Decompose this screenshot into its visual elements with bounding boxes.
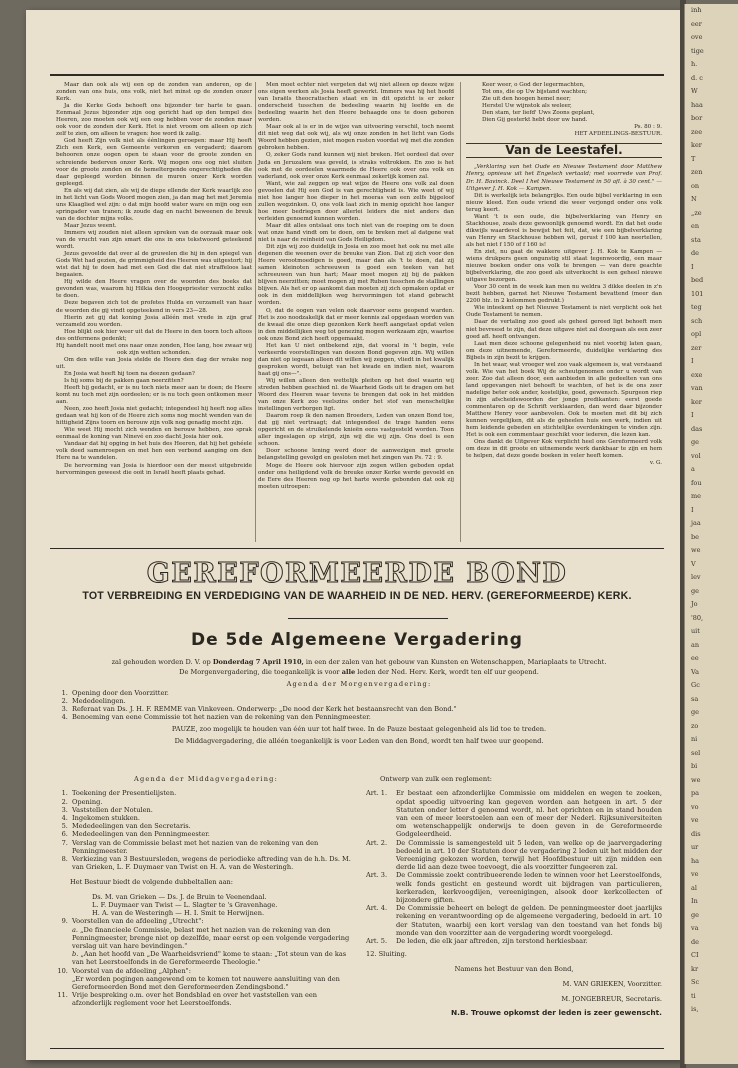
adjacent-page-fragment: ve xyxy=(691,870,699,878)
proposal-b: b. „Aan het hoofd van „De Waarheidsvriend" kome te staan: „Tot steun van de kas van het Leerstoelfonds in de Gereformeerde Theologie." xyxy=(72,950,347,967)
adjacent-page-fragment: Jo xyxy=(691,600,698,608)
verse-line: Den stam, ter liefd' Uws Zoons geplant, xyxy=(482,110,595,117)
adjacent-page-fragment: de xyxy=(691,249,700,257)
adjacent-page-fragment: bed xyxy=(691,276,704,284)
adjacent-page-fragment: I xyxy=(691,262,694,271)
article-paragraph: Ja die Kerke Gods behoeft ons bijzonder ter harte te gaan. Eenmaal Jezus bijzonder zijn oog gericht had op den tempel des Heeren, zoo moeten ook wij een oog hebben voor de zonden maar ook voor de zonden der Kerk. Het is niet vroom om alleen op zich zelf te zien, om alleen te vragen: hoe word ik zalig. xyxy=(56,103,252,138)
adjacent-page-fragment: bi xyxy=(691,762,698,770)
article-paragraph: En als wij dat zien, als wij de diepe ellende der Kerk waarlijk zoo in het licht van Gods Woord mogen zien, ja dan mag het met Jeremia uns Klaaglied wel zijn: o dat mijn hoofd water ware en mijn oog een springader van tranen; ik zoude dag en nacht beweenen de breuk van de dochter mijns volks. xyxy=(56,187,252,222)
adjacent-page-fragment: kr xyxy=(691,964,699,973)
morning-agenda-heading: Agenda der Morgenvergadering: xyxy=(286,680,432,689)
adjacent-page-fragment: zo xyxy=(691,721,699,730)
article-paragraph: Vandaar dat hij opging in het huis des Heeren, dat hij het gehéele volk deed samenroepen en met hen een verbond aanging om den Here na te wandelen. xyxy=(56,441,252,462)
signer-chairman: M. VAN GRIEKEN, Voorzitter. xyxy=(562,979,662,988)
closing-item-text: Sluiting. xyxy=(378,950,407,959)
verse-line: Herstel Uw wijnstok als weleer, xyxy=(482,103,572,110)
adjacent-page-fragment: fou xyxy=(691,478,702,487)
signer-secretary: M. JONGEBREUR, Secretaris. xyxy=(561,994,662,1003)
afternoon-agenda-list-continued xyxy=(56,917,356,1007)
adjacent-page-fragment: das xyxy=(691,424,703,433)
article-text: De Commissie zoekt contribueerende leden te winnen voor het Leerstoelfonds, welk fonds gesticht en gesteund wordt uit bijdragen van particulieren, kerkeraden, kerkvoogdijen, vereenigingen, alsook door kerkcollecten of bijzondere giften. xyxy=(396,871,662,905)
adjacent-page-fragment: we xyxy=(691,775,701,784)
intro-pre: zal gehouden worden D. V. op xyxy=(111,658,213,666)
article-paragraph: Heeft hij gedacht, er is nu toch niets meer aan te doen; de Heere komt nu toch met zijn oordeelen; er is nu toch geen ontkomen meer aan. xyxy=(56,385,252,406)
article-label: Art. 2. xyxy=(366,838,388,847)
adjacent-page-fragment: zer xyxy=(691,343,702,352)
adjacent-page-fragment: ge xyxy=(691,586,700,595)
adjacent-page-fragment: ti xyxy=(691,991,696,1000)
article-paragraph: Neen, zoo heeft Josia niet gedacht; integendeel hij heeft nog alles gedaan wat hij kon of de Heere zich soms nog mocht wenden van de hittigheid Zijns toorn en berouw zijn volk nog genadig mocht zijn. xyxy=(56,406,252,427)
adjacent-page-fragment: Sc xyxy=(691,978,700,986)
article-paragraph: Maar Jezus weent. xyxy=(64,222,117,229)
article-paragraph: Want, wie zal zeggen op wat wijze de Heere ons volk zal doen gevoelen dat Hij een God is van gerechtigheid is. Wie weet of wij niet hoe langer hoe dieper in het moeras van een zelfs bijgeloof zullen wegzinken. O, ons volk laat zich in menig opzicht hoe langer hoe meer bedriegen door allerlei leiders die niet anders dan verleiden genoemd kunnen worden. xyxy=(258,180,454,222)
verse-line: Dien Gij gesterkt hebt door uw hand. xyxy=(482,117,588,124)
adjacent-page-fragment: va xyxy=(691,924,699,932)
morning-note-bold: alle xyxy=(341,668,356,677)
article-row xyxy=(366,839,662,872)
adjacent-page-fragment: sa xyxy=(691,694,699,703)
leestafel-header-box xyxy=(466,143,662,158)
adjacent-page-fragment: CI xyxy=(691,951,699,959)
verse-line: Zie uit den hoogen hemel neer; xyxy=(482,96,571,103)
adjacent-page-fragment: 101 xyxy=(691,289,704,298)
article-paragraph: Laat men deze schoone gelegenheid nu niet voorbij laten gaan, om deze uitnemende, Gereformeerde, duidelijke verklaring des Bijbels in zijn bezit te krijgen. xyxy=(466,340,662,361)
adjacent-page-fragment: en xyxy=(691,222,700,230)
article-paragraph: Hoe blijkt ook hier weer uit dat de Heere in den toorn toch altoos des ontfermens gedenkt; xyxy=(56,328,252,342)
adjacent-page-fragment: de xyxy=(691,937,700,946)
adjacent-page-fragment: sta xyxy=(691,235,701,244)
ontwerp-heading: Ontwerp van zulk een reglement: xyxy=(380,774,492,783)
article-paragraph: En ziet, nu gaat de wakkere uitgever J. H. Kok te Kampen — wiens drukpers geen ongunstig stil staat tegenwoordig, een maar nieuwe boeken onder ons volk te brengen — van dere geachte bijbelverklaring, die zoo goed als uitverkocht is een geheel nieuwe uitgave bezorgen. xyxy=(466,248,662,284)
afternoon-agenda-list xyxy=(56,789,356,871)
column-divider xyxy=(255,82,256,542)
intro-post: in een der zalen van het gebouw van Kunsten en Wetenschappen, Mariaplaats te Utrecht. xyxy=(303,658,607,666)
adjacent-page-fragment: ove xyxy=(691,33,703,41)
article-paragraph: In het waar, wat vroeger wel zoo vaak algemeen is, wat verstaand volk. Wie van het boek Wij de scheutgenomen onder u wordt van zeer. Zoo dat alleen door, een aanbieden in alle gedeelten van ons land opgevangen niet behoeft te wachten, of het is de ons zeer nadelige beter ook ander, kostelijke, goed, gewensch. Spurgeon riep in zijn afscheidswoorden der jonge predikanten: eerst goede commentaren op de Schrift verklaarden, dan werd daar bijzonder Matthew Henry voor aanbevolen. Ook te moeten met dit bij zich kunnen vergelijken, dit als de geheelen huis een werk, indien uit hem leidende gebeden en stichtelijke overdenkingen te vinden zijn. Het is ook een commentaar geschikt voor iederen, die lezen kan. xyxy=(466,361,662,439)
article-label: Art. 3. xyxy=(366,871,388,880)
psalm-reference: Ps. 80 : 9. xyxy=(634,124,662,131)
adjacent-page-fragment: h. xyxy=(691,60,698,68)
article-label: Art. 4. xyxy=(366,904,388,913)
adjacent-page-fragment: zen xyxy=(691,168,703,176)
column-divider xyxy=(460,82,461,542)
article-paragraph: Hierin zet gij dat koning Josia alléén met vrede in zijn graf verzameld zou worden. xyxy=(56,314,252,328)
article-text: Er bestaat een afzonderlijke Commissie om middelen en wegen te zoeken, opdat spoedig uitvoering kan gegeven worden aan hetgeen in art. 5 der Statuten onder letter d genoemd wordt, nl. het oprichten en in stand houden van een of meer leerstoelen aan een of meer der Nederl. Rijksuniversiteiten om wetenschappelijk onderwijs te doen geven in de Gereformeerde Godgeleerdheid. xyxy=(396,789,662,839)
article-text: De Commissie is samengesteld uit 5 leden, van welke op de jaarvergadering bedoeld in art. 10 der Statuten door de vergadering 2 leden uit het midden der Vereeniging gekozen worden, terwijl het Hoofdbestuur uit zijn midden een derde lid aan deze twee toevoegt, die als voorzitter fungeeren zal. xyxy=(396,838,662,872)
adjacent-page-fragment: N xyxy=(691,195,697,203)
article-paragraph: Daarom roep ik den namen Broeders, Leden van onzen Bond toe, dat gij niet vertraagt; dat integendeel de trage handen eens opgericht en de struikelende knieën eens vastgesteld worden. Toon aller ingeslagen op strijd, zijn wij die wij zijn. Ons doel is een schoon. xyxy=(258,413,454,448)
adjacent-page-fragment: me xyxy=(691,492,702,500)
agenda-item: 7. Verslag van de Commissie belast met het nazien van de rekening van den Penningmeester. xyxy=(70,839,356,855)
adjacent-page-fragment: vo xyxy=(691,802,699,811)
adjacent-page-fragment: sel xyxy=(691,748,701,757)
adjacent-page-fragment: ee xyxy=(691,654,699,662)
adjacent-page-fragment: ur xyxy=(691,843,699,851)
newspaper-page xyxy=(26,10,682,1060)
morning-note-pre: De Morgenvergadering, die toegankelijk is voor xyxy=(179,668,342,677)
psalm-verse xyxy=(466,82,662,124)
article-paragraph: Maar dit alles ontslaat ons toch niet van de roeping om te doen wat onze hand vindt om te doen, om te breken met al datgene wat niet is naar de reinheid van Gods Heiligdom. xyxy=(258,222,454,244)
adjacent-page-fragment: haa xyxy=(691,100,703,109)
dubbeltal-line: Ds. M. van Grieken — Ds. J. de Bruin te Veenendaal. xyxy=(92,892,267,901)
leestafel-signature: v. G. xyxy=(649,460,662,467)
morning-agenda-list xyxy=(56,689,662,722)
adjacent-page-fragment: Va xyxy=(691,667,699,676)
article-paragraph: Daar de vertaling zoo goed als geheel gereed ligt behoeft men niet bevreesd te zijn, dat deze uitgave niet zal doorgaan als een zeer goed afl. heeft ontvangen. xyxy=(466,319,662,340)
adjacent-page-fragment: V xyxy=(691,559,696,568)
adjacent-page-fragment: ha xyxy=(691,856,700,865)
adjacent-page-fragment: dis xyxy=(691,829,701,838)
column-2 xyxy=(258,82,454,491)
adjacent-page-fragment: a xyxy=(691,465,695,473)
article-paragraph: Wij willen alleen den wettelijk pleiten op het doel waarin wij streden hebben geschied nl. de Waarheid Gods uit te dragen om het Woord des Heeren waar tevens te brengen dat ook in het midden van onze Kerk zoo veelszins onder het stof van menschelijke instellingen verborgen ligt. xyxy=(258,377,454,413)
dubbeltal-line: H. A. van de Westeringh — H. I. Smit te Herwijnen. xyxy=(92,909,265,918)
section-rule xyxy=(50,548,664,549)
morning-note-post: leden der Ned. Herv. Kerk, wordt ten elf uur geopend. xyxy=(355,668,539,677)
agenda-item: 5. Mededeelingen van den Secretaris. xyxy=(70,822,356,830)
article-paragraph: O, zeker Gods rand kunnen wij niet breken. Het oordeel dat over Juda en Jeruzalem was geveld, is straks voltrokken. En zoo is het ook met de oordeelen waarmede de Heere ook over ons volk en vaderland, ook over onze Kerk eenmaal zekerlijk komen zal. xyxy=(258,152,454,180)
adjacent-page-fragment: al xyxy=(691,883,697,892)
pause-note: PAUZE, zoo mogelijk te houden van één uur tot half twee. In de Pauze bestaat gelegenheid als lid toe te treden. xyxy=(171,725,547,734)
article-paragraph: Om den wille van Josia stelde de Heere den dag der wrake nog uit. xyxy=(56,356,252,370)
article-paragraph: O, dat de oogen van velen ook daarvoor eens geopend warden. Het is zoo noodzakelijk dat er meer kennis zal opgedaan worden van de kwaal die onze diep gezonken Kerk heeft aangetast opdat velen in den middellijken weg tot genezing mogen werkzaam zijn, waartoe ook onze Bond zich heeft opgemaakt. xyxy=(258,307,454,342)
article-paragraph: Maar ook al is er in de wijze van uitvoering verschil, toch neemt dit niet weg dat ook wij, als wij onze zonden in het licht van Gods Woord hebben gezien, niet mogen rusten voordat wij met die zonden gebroken hebben. xyxy=(258,124,454,152)
adjacent-page-fragment: jaa xyxy=(691,519,701,527)
adjacent-page-fragment: tige xyxy=(691,46,704,55)
meeting-intro xyxy=(56,658,662,666)
leestafel-article xyxy=(466,193,662,461)
articles-list xyxy=(366,789,662,945)
dubbeltallen-list xyxy=(56,893,356,918)
agenda-item-text: Voorstel van de afdeeling „Alphen": xyxy=(72,966,191,975)
afdeelings-bestuur-signature: HET AFDEELINGS-BESTUUR. xyxy=(574,131,662,138)
article-paragraph: Wie weet Hij mocht zich wenden en berouw hebben, zoo sprak eenmaal de koning van Ninevé en zoo dacht Josia hier ook. xyxy=(56,427,252,441)
article-paragraph: Want 't is een oude, die bijbelverklaring van Henry en Stackhouse, zoals deze gewoonlijk genoemd wordt. En dat het oude dikwijls waardevol is bewijst het feit, dat, wie een bijbelverklaring van Henry en Stackhouse hebben wil, gerust f 100 kan neertellen, als het niet f 150 of f 160 is! xyxy=(466,213,662,248)
article-text: De Commissie beheert en belegt de gelden. De penningmeester doet jaarlijks rekening en verantwoording op de algemeene vergadering, bedoeld in art. 10 der Statuten, waarbij een kort verslag van den toestand van het fonds bij monde van den voorzitter aan de vergadering wordt voorgelegd. xyxy=(396,904,662,937)
adjacent-page-fragment: T xyxy=(691,154,696,163)
adjacent-page-fragment: W xyxy=(691,87,698,95)
adjacent-page-fragment: vol xyxy=(691,451,701,460)
bottom-rule xyxy=(50,1048,664,1049)
article-paragraph: Jezus gevoelde dat over al de gruwelen die hij in den spiegel van Gods Wet had gezien, de grimmigheid des Heeren was uitgestort; hij wist dat hij te doen had met een God die dat niet straffeloos laat begaaien. xyxy=(56,251,252,279)
adjacent-page-fragment: ker xyxy=(691,397,702,406)
agenda-item: 3. Vaststellen der Notulen. xyxy=(70,806,356,814)
leestafel-title: Van de Leestafel. xyxy=(505,143,623,158)
article-text: De leden, die elk jaar aftreden, zijn terstond herkiesbaar. xyxy=(396,937,588,946)
adjacent-page-fragment: sch xyxy=(691,316,703,325)
adjacent-page-fragment: lev xyxy=(691,573,701,581)
morning-note xyxy=(56,668,662,676)
agenda-item: 1. Toekening der Presentielijsten. xyxy=(70,789,356,797)
top-rule xyxy=(50,74,664,76)
article-paragraph: Voor 30 cent in de week kan men nu weldra 3 dikke deelen in z'n bezit hebben, garnst het Nieuwe Testament bevattend (meer dan 2200 blz. in 2 kolommen gedrukt.) xyxy=(466,284,662,305)
adjacent-page-fragment: be xyxy=(691,532,700,541)
adjacent-page-fragment: In xyxy=(691,897,698,905)
reglement-draft xyxy=(366,768,662,1025)
dubbeltal-line: L. F. Duymaer van Twist — L. Slagter te 's Gravenhage. xyxy=(92,901,278,910)
agenda-item: 6. Mededeelingen van den Penningmeester. xyxy=(70,830,356,838)
verse-line: Tot ons, die op Uw bijstand wachten; xyxy=(482,89,587,96)
article-row xyxy=(366,937,662,945)
adjacent-page-fragment: van xyxy=(691,384,703,392)
article-row xyxy=(366,789,662,838)
adjacent-page-fragment: ker xyxy=(691,141,702,149)
adjacent-page-fragment: ve xyxy=(691,816,699,824)
article-paragraph: Deze begaven zich tot de profetes Hulda en verzamelt van haar de woorden die gij vindt opgeteekend in vers 23—28. xyxy=(56,300,252,314)
adjacent-page-fragment: I xyxy=(691,357,694,365)
short-divider xyxy=(288,618,448,619)
afternoon-agenda-heading: Agenda der Middagvergadering: xyxy=(133,774,278,783)
verse-line: Keer weer, o God der legermachten, xyxy=(482,82,585,88)
dubbeltal-intro: Het Bestuur biedt de volgende dubbeltallen aan: xyxy=(70,878,234,887)
adjacent-page-fragment: teg xyxy=(691,303,702,311)
article-paragraph: Dit is werkelijk iets belangrijks. Een oude bijbel verklaring in een nieuw kleed. Een oude vriend die weer verjongd onder ons volk terug keert. xyxy=(466,192,662,213)
bond-subtitle: TOT VERBREIDING EN VERDEDIGING VAN DE WAARHEID IN DE NED. HERV. (GEREFORMEERDE) KERK. xyxy=(82,590,632,602)
adjacent-page-fragment: exe xyxy=(691,370,703,379)
proposal-b-text: „Aan het hoofd van „De Waarheidsvriend" kome te staan: „Tot steun van de kas van het Leerstoelfonds in de Gereformeerde Theologie." xyxy=(72,950,347,967)
adjacent-page-fragment: ge xyxy=(691,708,700,716)
agenda-item-text: Vrije bespreking o.m. over het Bondsblad en over het vaststellen van een afzonderlijk reglement voor het Leerstoelfonds. xyxy=(72,991,318,1008)
meeting-intro-block xyxy=(56,658,662,745)
afternoon-note: De Middagvergadering, die alléén toegankelijk is voor Leden van den Bond, wordt ten half twee uur geopend. xyxy=(174,736,544,745)
adjacent-page-fragment: we xyxy=(691,546,701,554)
article-paragraph: Men moet echter niet vergeten dat wij niet alleen op deeze wijze ons eigen werken als Josia heeft gewerkt. Immers was hij het hoofd van Israëls theocratischen staat en in dit opzicht is er zeker onderscheid tusschen de bedeeling waarin hij leefde en de bedeeling waarin het den Heere behaagde ons te doen geboren worden. xyxy=(258,82,454,124)
adjacent-page-fragment: d. c xyxy=(691,73,703,82)
article-paragraph: Maar dan ook als wij een op de zonden van anderen, op de zonden van ons huis, ons volk, niet het minst op de zonden onzer Kerk. xyxy=(56,82,252,103)
article-paragraph: En Josia wat heeft hij toen na deezen gedaan? xyxy=(64,370,195,377)
proposal-a: a. „De financieele Commissie, belast met het nazien van de rekening van den Penningmeester, brenge niet op dezelfde, maar eerst op een volgende vergadering verslag uit van hare bevindingen." xyxy=(72,925,350,951)
bond-masthead: GEREFORMEERDE BOND xyxy=(146,558,568,589)
book-reference: „Verklaring van het Oude en Nieuwe Testament door Matthew Henry, opnieuw uit het Engelsch vertaald; met voorrede van Prof. Dr. H. Bavinck. Deel I het Nieuwe Testament in 50 afl. à 30 cent." — Uitgever J. H. Kok — Kampen. xyxy=(466,164,662,192)
adjacent-page-edge xyxy=(684,4,738,1064)
article-label: Art. 1. xyxy=(366,789,388,798)
article-paragraph: Ons dankt de Uitgever Kok verplicht heel ons Gereformeerd volk om deze in dit groote en uitnemende werk dankbaar te zijn en hem te helpen, dat deze goede boeken in veler heeft komen. xyxy=(466,439,662,460)
agenda-item xyxy=(70,917,356,966)
meeting-date: Donderdag 7 April 1910, xyxy=(212,658,304,666)
article-label: Art. 5. xyxy=(366,937,388,946)
adjacent-page-fragment: '80, xyxy=(691,613,704,622)
adjacent-page-fragment: is, xyxy=(691,1005,699,1013)
article-paragraph: Is hij soms bij de pakken gaan neerzitten? xyxy=(64,377,184,384)
agenda-item-text: Voorstellen van de afdeeling „Utrecht": xyxy=(72,917,204,926)
article-paragraph: Hij wilde den Heere vragen over de woorden des boeks dat gevonden was, waarom hij Hilkia den Hoogepriester verzocht zulks te doen. xyxy=(56,279,252,300)
agenda-item: 1. Opening door den Voorzitter. xyxy=(70,689,662,697)
adjacent-page-fragment: I xyxy=(691,411,694,419)
agenda-item xyxy=(70,967,356,992)
adjacent-page-fragment: ge xyxy=(691,910,700,919)
agenda-item xyxy=(70,991,356,1007)
nb-note: N.B. Trouwe opkomst der leden is zeer gewenscht. xyxy=(450,1008,662,1018)
adjacent-page-fragment: opl xyxy=(691,330,702,338)
closing-item: 12. Sluiting. xyxy=(366,950,407,959)
adjacent-page-fragment: on xyxy=(691,181,700,190)
agenda-item: 2. Opening. xyxy=(70,798,356,806)
signoff-intro: Namens het Bestuur van den Bond, xyxy=(454,965,574,974)
article-paragraph: Hij handelt nooit met ons naar onze zonden, Hoe lang, hoe zwaar wij ook zijn wetten schonden. xyxy=(56,342,252,356)
adjacent-page-fragment: eer xyxy=(691,19,702,28)
article-paragraph: God heeft Zijn volk niet als éénlingen geroepen: maar Hij heeft Zich een Kerk, een Gemeente verkoren en vergaderd; daarom behooren onze oogen open te staan voor de groote zonden en schreiende bederven onzer Kerk. Wij mogen ons oog niet sluiten voor de groote zonden en de hemeltergende ongerechtigheden die daar gepleegd worden binnen de muren onzer Kerk worden gepleegd. xyxy=(56,138,252,187)
adjacent-page-fragment: Gc xyxy=(691,681,700,689)
agenda-item: 4. Benoeming van eene Commissie tot het nazien van de rekening van den Penningmeester. xyxy=(70,713,662,721)
article-paragraph: Dit zijn wij zoo duidelijk in Josia en zoo moet het ook nu met alle degenen die weenen over de breuke van Zion. Dat zij zich voor den Heere verootmoedigen is goed, maar dan als 't te doen, dat zij samen kleinoten schreeuwen is goed een teeken van het schreeuwen van hun hart; Maar moet mogen zij bij de pakken blijven neerzitten; moet mogen zij met Ruben tusschen de stallingen blijven. Als het er op aankomt dan moeten zij zich opmaken opdat er ook in den middellijken weg hervormingen tot stand gebracht worden. xyxy=(258,244,454,307)
article-paragraph: Moge de Heere ook hiervoor zijn zegen willen geboden opdat onder ons heiligdend volk de breuke onzer Kerke werde gevoeld en de Eere des Heeren nog op het harte werde gebonden dat ook zij moeten uitroepen: xyxy=(258,462,454,490)
article-paragraph: Wie inteekent op het Nieuwe Testament is niet verplicht ook het Oude Testament te nemen. xyxy=(466,305,662,319)
agenda-item: 4. Ingekomen stukken. xyxy=(70,814,356,822)
adjacent-page-fragment: „ze xyxy=(691,208,702,217)
adjacent-page-fragment: zee xyxy=(691,127,703,136)
afternoon-agenda xyxy=(56,768,356,1008)
adjacent-page-fragment: an xyxy=(691,640,700,649)
article-paragraph: Immers wij zouden niet alleen spreken van de oorzaak maar ook van de vrucht van zijn smart die ons in ons tekstwoord geteekend wordt. xyxy=(56,229,252,251)
adjacent-page-fragment: ni xyxy=(691,735,698,743)
column-3 xyxy=(466,82,662,467)
adjacent-page-fragment: I xyxy=(691,505,694,514)
adjacent-page-fragment: pa xyxy=(691,789,700,797)
article-row xyxy=(366,904,662,937)
agenda-item: 8. Verkiezing van 3 Bestuursleden, wegens de periodieke aftreding van de h.h. Ds. M. van Grieken, L. F. Duymaer van Twist en H. A. van de Westeringh. xyxy=(70,855,356,871)
proposal-a-text: „De financieele Commissie, belast met het nazien van de rekening van den Penningmeester, brenge niet op dezelfde, maar eerst op een volgende vergadering verslag uit van hare bevindingen." xyxy=(72,925,350,951)
article-paragraph: Het kan U niet ontbekend zijn, dat vooral in 't begin, vele verkeerde voorstellingen van deezen Bond gegeven zijn. Wij willen dan niet op iegeaan alleen dit willen wij zeggen, vliedt in het kwalijk gesproken wordt, betuigt van het kwade en indien niet, waarom haat gij ons—". xyxy=(258,342,454,377)
column-1 xyxy=(56,82,252,477)
agenda-item: 2. Mededeelingen. xyxy=(70,697,662,705)
adjacent-page-fragment: uit xyxy=(691,627,700,635)
article-row xyxy=(366,871,662,904)
article-paragraph: Door schoone lening werd door de aanwezigen met groote belangstelling gevolgd en gesloten met het zingen van Ps. 72 : 9. xyxy=(258,448,454,462)
agenda-item: 3. Referaat van Ds. J. H. F. REMME van Vinkeveen. Onderwerp: „De nood der Kerk het bestaansrecht van den Bond." xyxy=(70,705,662,713)
article-paragraph: De hervorming van Josia is hierdoor een der meest uitgebreide hervormingen geweest die ooit in Israël heeft plaats gehad. xyxy=(56,462,252,476)
adjacent-page-fragment: inh xyxy=(691,6,702,14)
adjacent-page-fragment: ge xyxy=(691,438,700,446)
meeting-title: De 5de Algemeene Vergadering xyxy=(191,630,523,650)
adjacent-page-fragment: bor xyxy=(691,114,703,122)
proposal-alphen-text: „Er worden pogingen aangewend om te komen tot nauwere aansluiting van den Gereformeerden Bond met den Gereformeerden Zendingsbond." xyxy=(72,974,340,992)
